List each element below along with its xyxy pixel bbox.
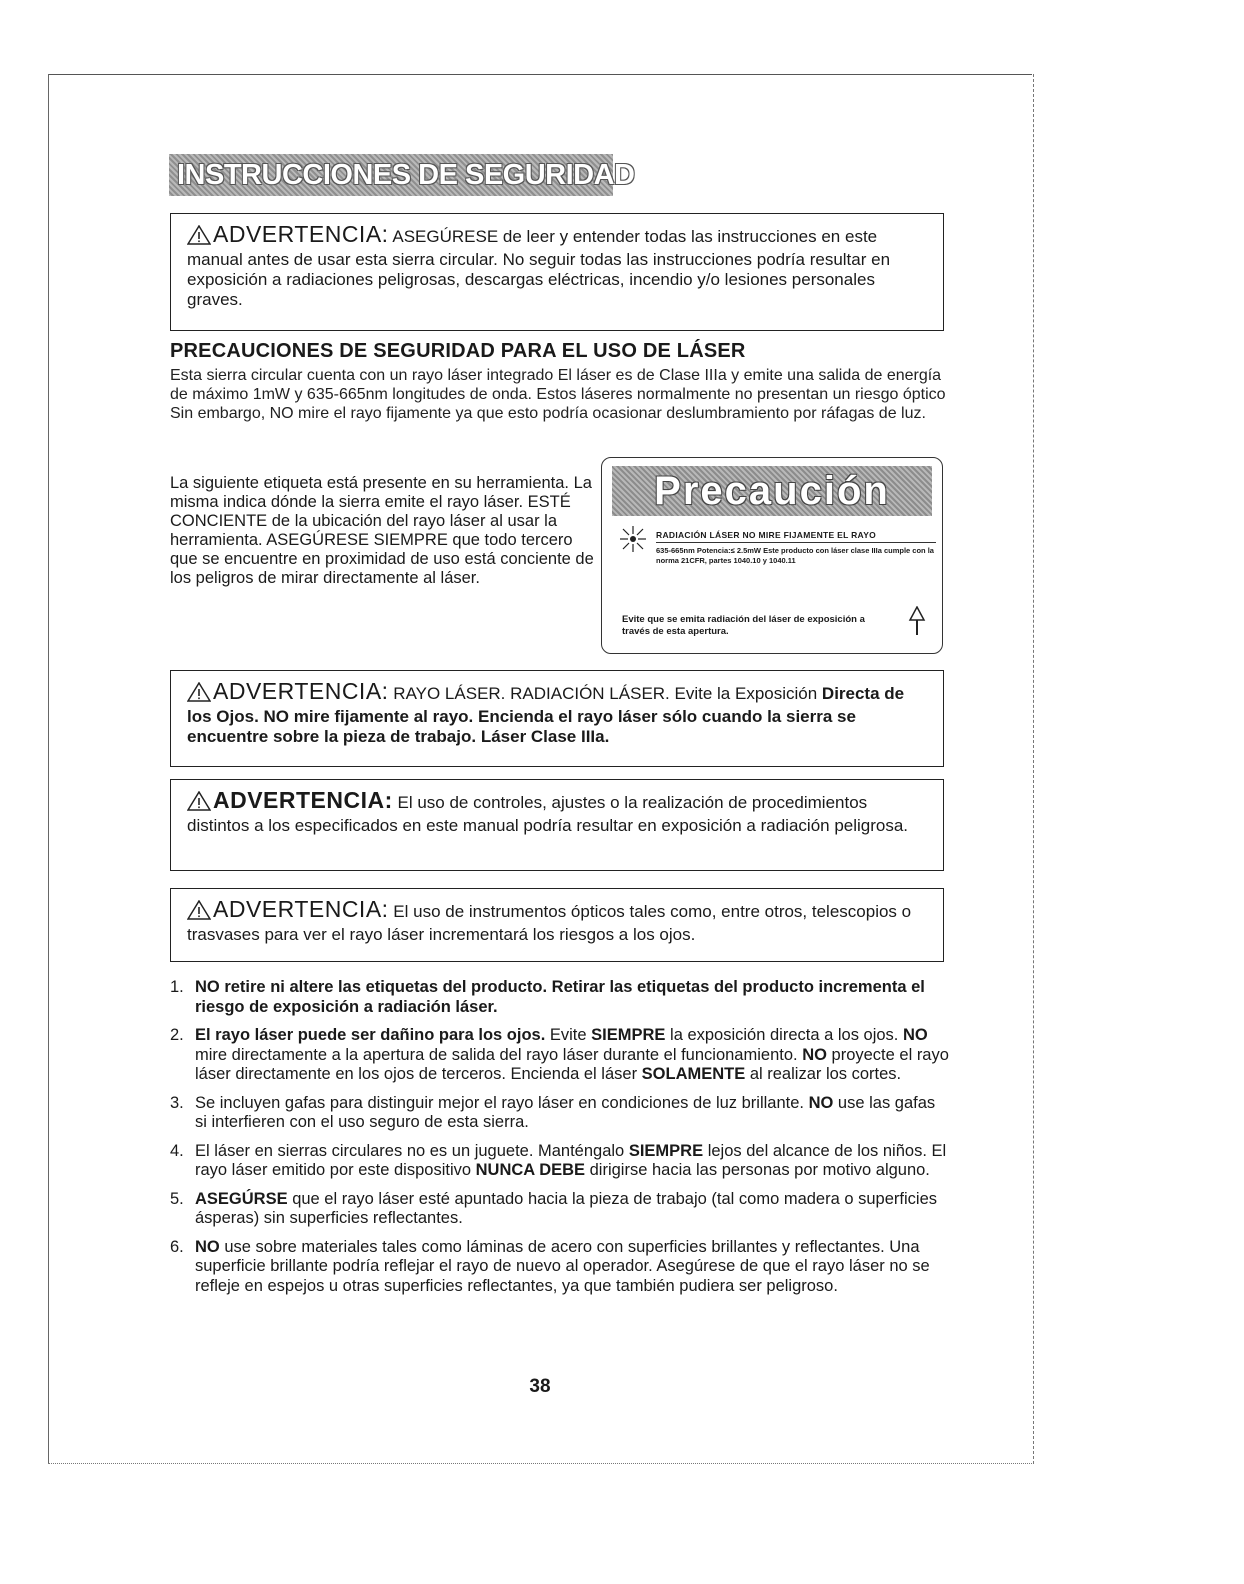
page-frame-top bbox=[48, 74, 1032, 75]
list-item-bold: NO bbox=[902, 1026, 928, 1044]
list-item-text: al realizar los cortes. bbox=[745, 1065, 902, 1083]
list-item-bold: NO bbox=[808, 1093, 834, 1112]
warning-box-optical-instruments bbox=[170, 888, 944, 962]
list-item-bold: El rayo láser puede ser dañino para los ojos. bbox=[195, 1026, 546, 1044]
list-item-text: que el rayo láser esté apuntado hacia la pieza de trabajo (tal como madera o superficies ásperas) sin superficies reflectantes. bbox=[195, 1189, 937, 1227]
caution-label-line3: Evite que se emita radiación del láser de exposición a través de esta apertura. bbox=[622, 614, 865, 637]
list-item-text: dirigirse hacia las personas por motivo alguno. bbox=[585, 1161, 930, 1179]
safety-rules-list bbox=[170, 978, 950, 1305]
list-item-bold: SIEMPRE bbox=[591, 1026, 666, 1044]
page-frame-bottom bbox=[48, 1463, 1034, 1464]
list-item-number: 1. bbox=[170, 978, 184, 996]
list-item-bold: SOLAMENTE bbox=[641, 1065, 746, 1083]
list-item bbox=[170, 1238, 950, 1297]
warning-triangle-icon bbox=[187, 682, 211, 707]
list-item-number: 2. bbox=[170, 1026, 184, 1044]
caution-label-card bbox=[601, 457, 943, 654]
list-item-text: use las gafas si interfieren con el uso seguro de esta sierra. bbox=[195, 1093, 936, 1131]
warning-lead: ASEGÚRESE bbox=[392, 227, 499, 246]
warning-title: ADVERTENCIA: bbox=[213, 221, 389, 247]
list-item-text: Se incluyen gafas para distinguir mejor el rayo láser en condiciones de luz brillante. bbox=[195, 1093, 809, 1112]
list-item-text: lejos del alcance de los niños. El rayo láser emitido por este dispositivo bbox=[195, 1141, 947, 1179]
laser-burst-icon bbox=[620, 526, 646, 552]
warning-triangle-icon bbox=[187, 225, 211, 250]
list-item-bold: NO bbox=[195, 1237, 220, 1256]
list-item-number: 4. bbox=[170, 1141, 184, 1160]
warning-title: ADVERTENCIA: bbox=[213, 896, 389, 922]
warning-text: El uso de controles, ajustes o la realización de procedimientos distintos a los especificados en este manual podría resultar en exposición a radiación peligrosa. bbox=[187, 793, 909, 835]
list-item-text: use sobre materiales tales como láminas de acero con superficies brillantes y reflectantes. Una superficie brillante podría reflejar el rayo de nuevo al operador. Asegúrese de que el rayo láser no se refleje en espejos u otras superficies reflectantes, ya que también pudiera ser peligroso. bbox=[195, 1237, 930, 1295]
list-item bbox=[170, 1094, 950, 1133]
laser-section-paragraph: Esta sierra circular cuenta con un rayo láser integrado El láser es de Clase IIIa y emite una salida de energía de máximo 1mW y 635-665nm longitudes de onda. Estos láseres normalmente no presentan un riesgo óptico Sin embargo, NO mire el rayo fijamente ya que esto podría ocasionar deslumbramiento por ráfagas de luz. bbox=[170, 367, 946, 422]
list-item bbox=[170, 1142, 950, 1181]
warning-box-controls bbox=[170, 779, 944, 871]
list-item-number: 3. bbox=[170, 1093, 184, 1112]
aperture-arrow-icon bbox=[908, 606, 926, 636]
section-title-banner: INSTRUCCIONES DE SEGURIDAD bbox=[169, 154, 613, 196]
list-item-text: El láser en sierras circulares no es un juguete. Manténgalo bbox=[195, 1141, 629, 1160]
warning-lead: RAYO LÁSER. RADIACIÓN LÁSER. bbox=[393, 684, 670, 703]
warning-triangle-icon bbox=[187, 791, 211, 816]
warning-text: de leer y entender todas las instrucciones en este manual antes de usar esta sierra circular. No seguir todas las instrucciones podría resultar en exposición a radiaciones peligrosas, descargas eléctricas, incendio y/o lesiones personales graves. bbox=[187, 227, 891, 309]
warning-box-laser-radiation bbox=[170, 670, 944, 767]
list-item-number: 6. bbox=[170, 1237, 184, 1256]
list-item-text: Evite bbox=[545, 1026, 592, 1044]
caution-label-line1: RADIACIÓN LÁSER NO MIRE FIJAMENTE EL RAYO bbox=[656, 530, 936, 543]
warning-box-read-manual bbox=[170, 213, 944, 331]
list-item-number: 5. bbox=[170, 1189, 184, 1208]
warning-title: ADVERTENCIA: bbox=[213, 787, 393, 813]
laser-section-heading: PRECAUCIONES DE SEGURIDAD PARA EL USO DE LÁSER bbox=[170, 340, 746, 362]
warning-triangle-icon bbox=[187, 900, 211, 925]
label-info-paragraph: La siguiente etiqueta está presente en su herramienta. La misma indica dónde la sierra emite el rayo láser. ESTÉ CONCIENTE de la ubicación del rayo láser al usar la herramienta. ASEGÚRESE SIEMPRE que todo tercero que se encuentre en proximidad de uso está conciente de los peligros de mirar directamente al láser. bbox=[170, 474, 594, 587]
list-item-text: proyecte el rayo láser directamente en los ojos de terceros. Encienda el láser bbox=[195, 1045, 949, 1083]
warning-text-bold: Directa de los Ojos. NO mire fijamente al rayo. Encienda el rayo láser sólo cuando la sierra se encuentre sobre la pieza de trabajo. Láser Clase IIIa. bbox=[187, 684, 905, 746]
warning-title: ADVERTENCIA: bbox=[213, 678, 389, 704]
page-frame-right bbox=[1033, 74, 1034, 1464]
page-frame-left bbox=[48, 74, 49, 1464]
list-item bbox=[170, 1026, 950, 1085]
list-item-bold: NUNCA DEBE bbox=[475, 1161, 586, 1179]
warning-text: El uso de instrumentos ópticos tales como, entre otros, telescopios o trasvases para ver el rayo láser incrementará los riesgos a los ojos. bbox=[187, 902, 912, 944]
caution-label-line2: 635-665nm Potencia:≤ 2.5mW Este producto con láser clase IIIa cumple con la norma 21CFR, partes 1040.10 y 1040.11 bbox=[656, 546, 934, 565]
caution-label-title: Precaución bbox=[612, 466, 932, 516]
list-item-bold: SIEMPRE bbox=[628, 1141, 704, 1160]
list-item bbox=[170, 978, 950, 1017]
list-item bbox=[170, 1190, 950, 1229]
list-item-bold: ASEGÚRSE bbox=[195, 1189, 288, 1208]
page-number: 38 bbox=[529, 1376, 551, 1397]
list-item-text: mire directamente a la apertura de salida del rayo láser durante el funcionamiento. bbox=[195, 1045, 803, 1064]
list-item-bold: NO bbox=[802, 1045, 827, 1064]
warning-lead-2: Evite la Exposición bbox=[669, 684, 818, 703]
list-item-text: la exposición directa a los ojos. bbox=[665, 1026, 903, 1044]
list-item-bold: NO retire ni altere las etiquetas del producto. Retirar las etiquetas del producto incrementa el riesgo de exposición a radiación láser. bbox=[195, 978, 925, 1016]
